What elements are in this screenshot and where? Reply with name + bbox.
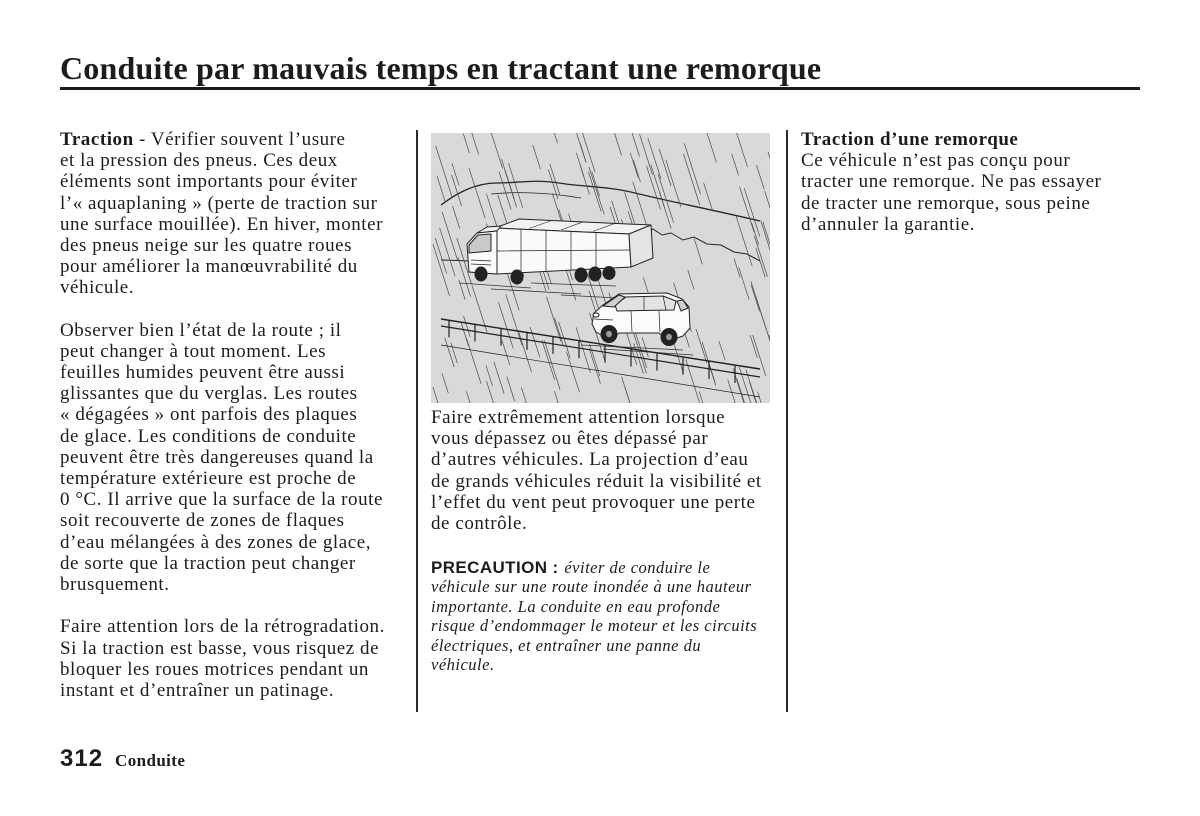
column-left [60, 129, 385, 701]
paragraph-traction [60, 129, 385, 299]
text-line: électriques, et entraîner une panne du [431, 635, 702, 655]
text-line: peuvent être très dangereuses quand la [60, 446, 374, 468]
section-name: Conduite [115, 751, 186, 770]
figure [431, 133, 770, 403]
text-line: instant et d’entraîner un patinage. [60, 679, 335, 701]
text-line: véhicule. [60, 277, 135, 299]
precaution-note [431, 558, 757, 674]
text-line: Faire extrêmement attention lorsque [431, 407, 726, 428]
truck-wheel [603, 267, 615, 280]
text-line: brusquement. [60, 573, 170, 595]
text-line: Faire attention lors de la rétrogradation. [60, 616, 385, 638]
text-line: soit recouverte de zones de flaques [60, 510, 345, 532]
text-line: bloquer les roues motrices pendant un [60, 658, 369, 680]
column-right [801, 129, 1101, 235]
figure-caption [431, 407, 762, 534]
text-line: des pneus neige sur les quatre roues [60, 234, 353, 256]
text-line: peut changer à tout moment. Les [60, 340, 327, 362]
text-line: une surface mouillée). En hiver, monter [60, 213, 383, 235]
title-rule [60, 87, 1140, 90]
truck-wheel [511, 270, 523, 284]
car-headlight [593, 313, 599, 317]
truck-wheel [475, 267, 487, 281]
text-line: et la pression des pneus. Ces deux [60, 150, 338, 172]
car-hub [666, 334, 672, 340]
text-line: glissantes que du verglas. Les routes [60, 383, 358, 405]
text-line: de tracter une remorque, sous peine [801, 192, 1091, 214]
text-line: feuilles humides peuvent être aussi [60, 362, 346, 384]
text-line: risque d’endommager le moteur et les circuits [431, 616, 758, 636]
text-line: 0 °C. Il arrive que la surface de la route [60, 489, 383, 511]
truck-wheel [589, 267, 601, 281]
text-line: de sorte que la traction peut changer [60, 552, 356, 574]
text-line: de contrôle. [431, 512, 528, 534]
page-number: 312 [60, 745, 104, 772]
traction-lead: Traction [60, 129, 134, 150]
page-title: Conduite par mauvais temps en tractant une remorque [60, 50, 822, 86]
text-line: Observer bien l’état de la route ; il [60, 319, 342, 341]
paragraph-road-condition [60, 320, 385, 595]
paragraph-downshift [60, 616, 385, 701]
text-line: température extérieure est proche de [60, 468, 357, 489]
text-line: de grands véhicules réduit la visibilité et [431, 470, 762, 492]
text-line: l’effet du vent peut provoquer une perte [431, 491, 756, 513]
text-run: éviter de conduire le [564, 558, 711, 577]
text-line: d’annuler la garantie. [801, 213, 976, 235]
text-line: véhicule sur une route inondée à une hauteur [431, 577, 752, 597]
text-line: d’eau mélangées à des zones de glace, [60, 531, 372, 553]
text-line: éléments sont importants pour éviter [60, 171, 358, 193]
text-line: vous dépassez ou êtes dépassé par [431, 428, 709, 450]
text-line: pour améliorer la manœuvrabilité du [60, 256, 358, 278]
text-line [431, 558, 757, 577]
column-divider-left [416, 130, 418, 712]
paragraph-gap [60, 299, 385, 320]
rainy-highway-illustration [431, 133, 770, 403]
column-divider-right [786, 130, 788, 712]
section-heading: Traction d’une remorque [801, 129, 1019, 150]
text-line: importante. La conduite en eau profonde [431, 596, 721, 616]
text-line: « dégagées » ont parfois des plaques [60, 404, 358, 426]
truck-wheel [575, 268, 587, 282]
text-line: d’autres véhicules. La projection d’eau [431, 449, 749, 471]
text-line: de glace. Les conditions de conduite [60, 425, 357, 447]
text-run: - Vérifier souvent l’usure [139, 129, 346, 150]
text-line [60, 129, 385, 150]
car-hub [606, 331, 612, 337]
text-line: véhicule. [431, 654, 495, 674]
text-line: Si la traction est basse, vous risquez de [60, 637, 380, 659]
paragraph-gap [60, 595, 385, 616]
text-line: tracter une remorque. Ne pas essayer [801, 171, 1102, 193]
precaution-label: PRECAUTION : [431, 558, 559, 577]
text-line: l’« aquaplaning » (perte de traction sur [60, 192, 378, 214]
text-line: Ce véhicule n’est pas conçu pour [801, 150, 1071, 172]
page-footer [60, 744, 185, 774]
